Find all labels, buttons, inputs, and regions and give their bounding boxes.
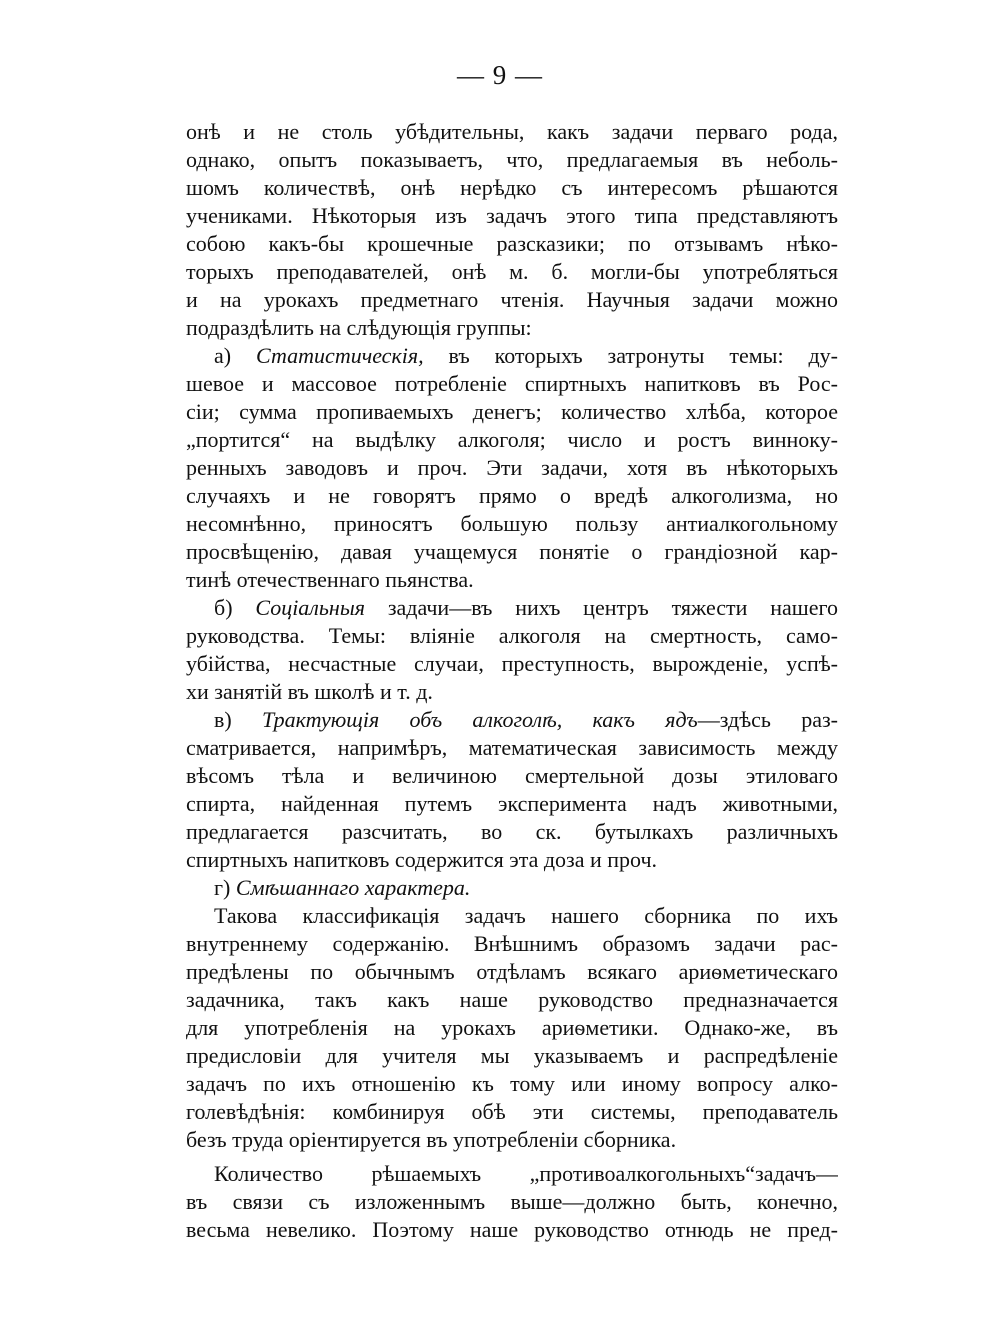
- group-b-heading-line: [186, 594, 838, 622]
- text-line: учениками. Нѣкоторыя изъ задачъ этого типа представляютъ: [186, 203, 838, 228]
- group-b-prefix: б): [214, 595, 256, 620]
- text-line: убійства, несчастные случаи, преступность, вырожденіе, успѣ-: [186, 651, 838, 676]
- group-g-prefix: г): [214, 875, 236, 900]
- text-line: несомнѣнно, приносятъ большую пользу антиалкогольному: [186, 511, 838, 536]
- group-g-title: Смѣшаннаго характера.: [235, 875, 471, 900]
- text-line: предисловіи для учителя мы указываемъ и распредѣленіе: [186, 1043, 838, 1068]
- text-line: собою какъ-бы крошечные разсказики; по отзывамъ нѣко-: [186, 231, 838, 256]
- group-b-social: [186, 594, 838, 706]
- text-line: и на урокахъ предметнаго чтенія. Научныя задачи можно: [186, 287, 838, 312]
- group-a-title: Статистическія,: [256, 343, 424, 368]
- group-v-rest: —здѣсь раз-: [697, 707, 838, 732]
- text-line: подраздѣлить на слѣдующія группы:: [186, 315, 532, 340]
- group-v-prefix: в): [214, 707, 262, 732]
- text-line: сматривается, напримѣръ, математическая зависимость между: [186, 735, 838, 760]
- text-line: для употребленія на урокахъ ариѳметики. Однако-же, въ: [186, 1015, 838, 1040]
- text-line: тинѣ отечественнаго пьянства.: [186, 567, 474, 592]
- text-line: руководства. Темы: вліяніе алкоголя на смертность, само-: [186, 623, 838, 648]
- group-a-heading-line: [186, 342, 838, 370]
- text-line: шевое и массовое потребленіе спиртныхъ напитковъ въ Рос-: [186, 371, 838, 396]
- text-line: безъ труда оріентируется въ употребленіи сборника.: [186, 1127, 677, 1152]
- text-line: задачъ по ихъ отношенію къ тому или иному вопросу алко-: [186, 1071, 838, 1096]
- text-line: голевѣдѣнія: комбинируя обѣ эти системы, преподаватель: [186, 1099, 838, 1124]
- text-line: торыхъ преподавателей, онѣ м. б. могли-бы употребляться: [186, 259, 838, 284]
- text-line: просвѣщенію, давая учащемуся понятіе о грандіозной кар-: [186, 539, 838, 564]
- text-line: весьма невелико. Поэтому наше руководство отнюдь не пред-: [186, 1217, 838, 1242]
- paragraph-classification: [186, 902, 838, 1154]
- page-number: — 9 —: [457, 60, 543, 90]
- group-v-title: Трактующія объ алкоголѣ, какъ ядъ: [261, 707, 698, 732]
- paragraph-quantity: [186, 1160, 838, 1244]
- text-line: спиртныхъ напитковъ содержится эта доза и проч.: [186, 847, 658, 872]
- paragraph-intro: [186, 118, 838, 342]
- group-a-rest: въ которыхъ затронуты темы: ду-: [423, 343, 838, 368]
- group-g-heading-line: [186, 874, 838, 902]
- group-v-heading-line: [186, 706, 838, 734]
- text-line: предѣлены по обычнымъ отдѣламъ всякаго ариѳметическаго: [186, 959, 838, 984]
- text-line: „портится“ на выдѣлку алкоголя; число и ростъ винноку-: [186, 427, 838, 452]
- text-line: внутреннему содержанію. Внѣшнимъ образомъ задачи рас-: [186, 931, 838, 956]
- text-line: хи занятій въ школѣ и т. д.: [186, 679, 433, 704]
- group-b-rest: задачи—въ нихъ центръ тяжести нашего: [364, 595, 838, 620]
- text-line: сіи; сумма пропиваемыхъ денегъ; количество хлѣба, которое: [186, 399, 838, 424]
- text-line: предлагается разсчитать, во ск. бутылкахъ различныхъ: [186, 819, 838, 844]
- text-line: спирта, найденная путемъ эксперимента надъ животными,: [186, 791, 838, 816]
- group-v-poison: [186, 706, 838, 874]
- group-a-statistical: [186, 342, 838, 594]
- group-b-title: Соціальныя: [255, 595, 365, 620]
- group-a-prefix: а): [214, 343, 257, 368]
- text-line: онѣ и не столь убѣдительны, какъ задачи перваго рода,: [186, 119, 838, 144]
- text-line: задачника, такъ какъ наше руководство предназначается: [186, 987, 838, 1012]
- text-line: ренныхъ заводовъ и проч. Эти задачи, хотя въ нѣкоторыхъ: [186, 455, 838, 480]
- text-line: вѣсомъ тѣла и величиною смертельной дозы этиловаго: [186, 763, 838, 788]
- text-line: Количество рѣшаемыхъ „противоалкогольныхъ“задачъ—: [214, 1161, 838, 1186]
- text-line: въ связи съ изложеннымъ выше—должно быть, конечно,: [186, 1189, 838, 1214]
- text-line: однако, опытъ показываетъ, что, предлагаемыя въ неболь-: [186, 147, 838, 172]
- group-g-mixed: [186, 874, 838, 902]
- text-line: шомъ количествѣ, онѣ нерѣдко съ интересомъ рѣшаются: [186, 175, 838, 200]
- text-line: Такова классификація задачъ нашего сборника по ихъ: [214, 903, 838, 928]
- text-line: случаяхъ и не говорятъ прямо о вредѣ алкоголизма, но: [186, 483, 838, 508]
